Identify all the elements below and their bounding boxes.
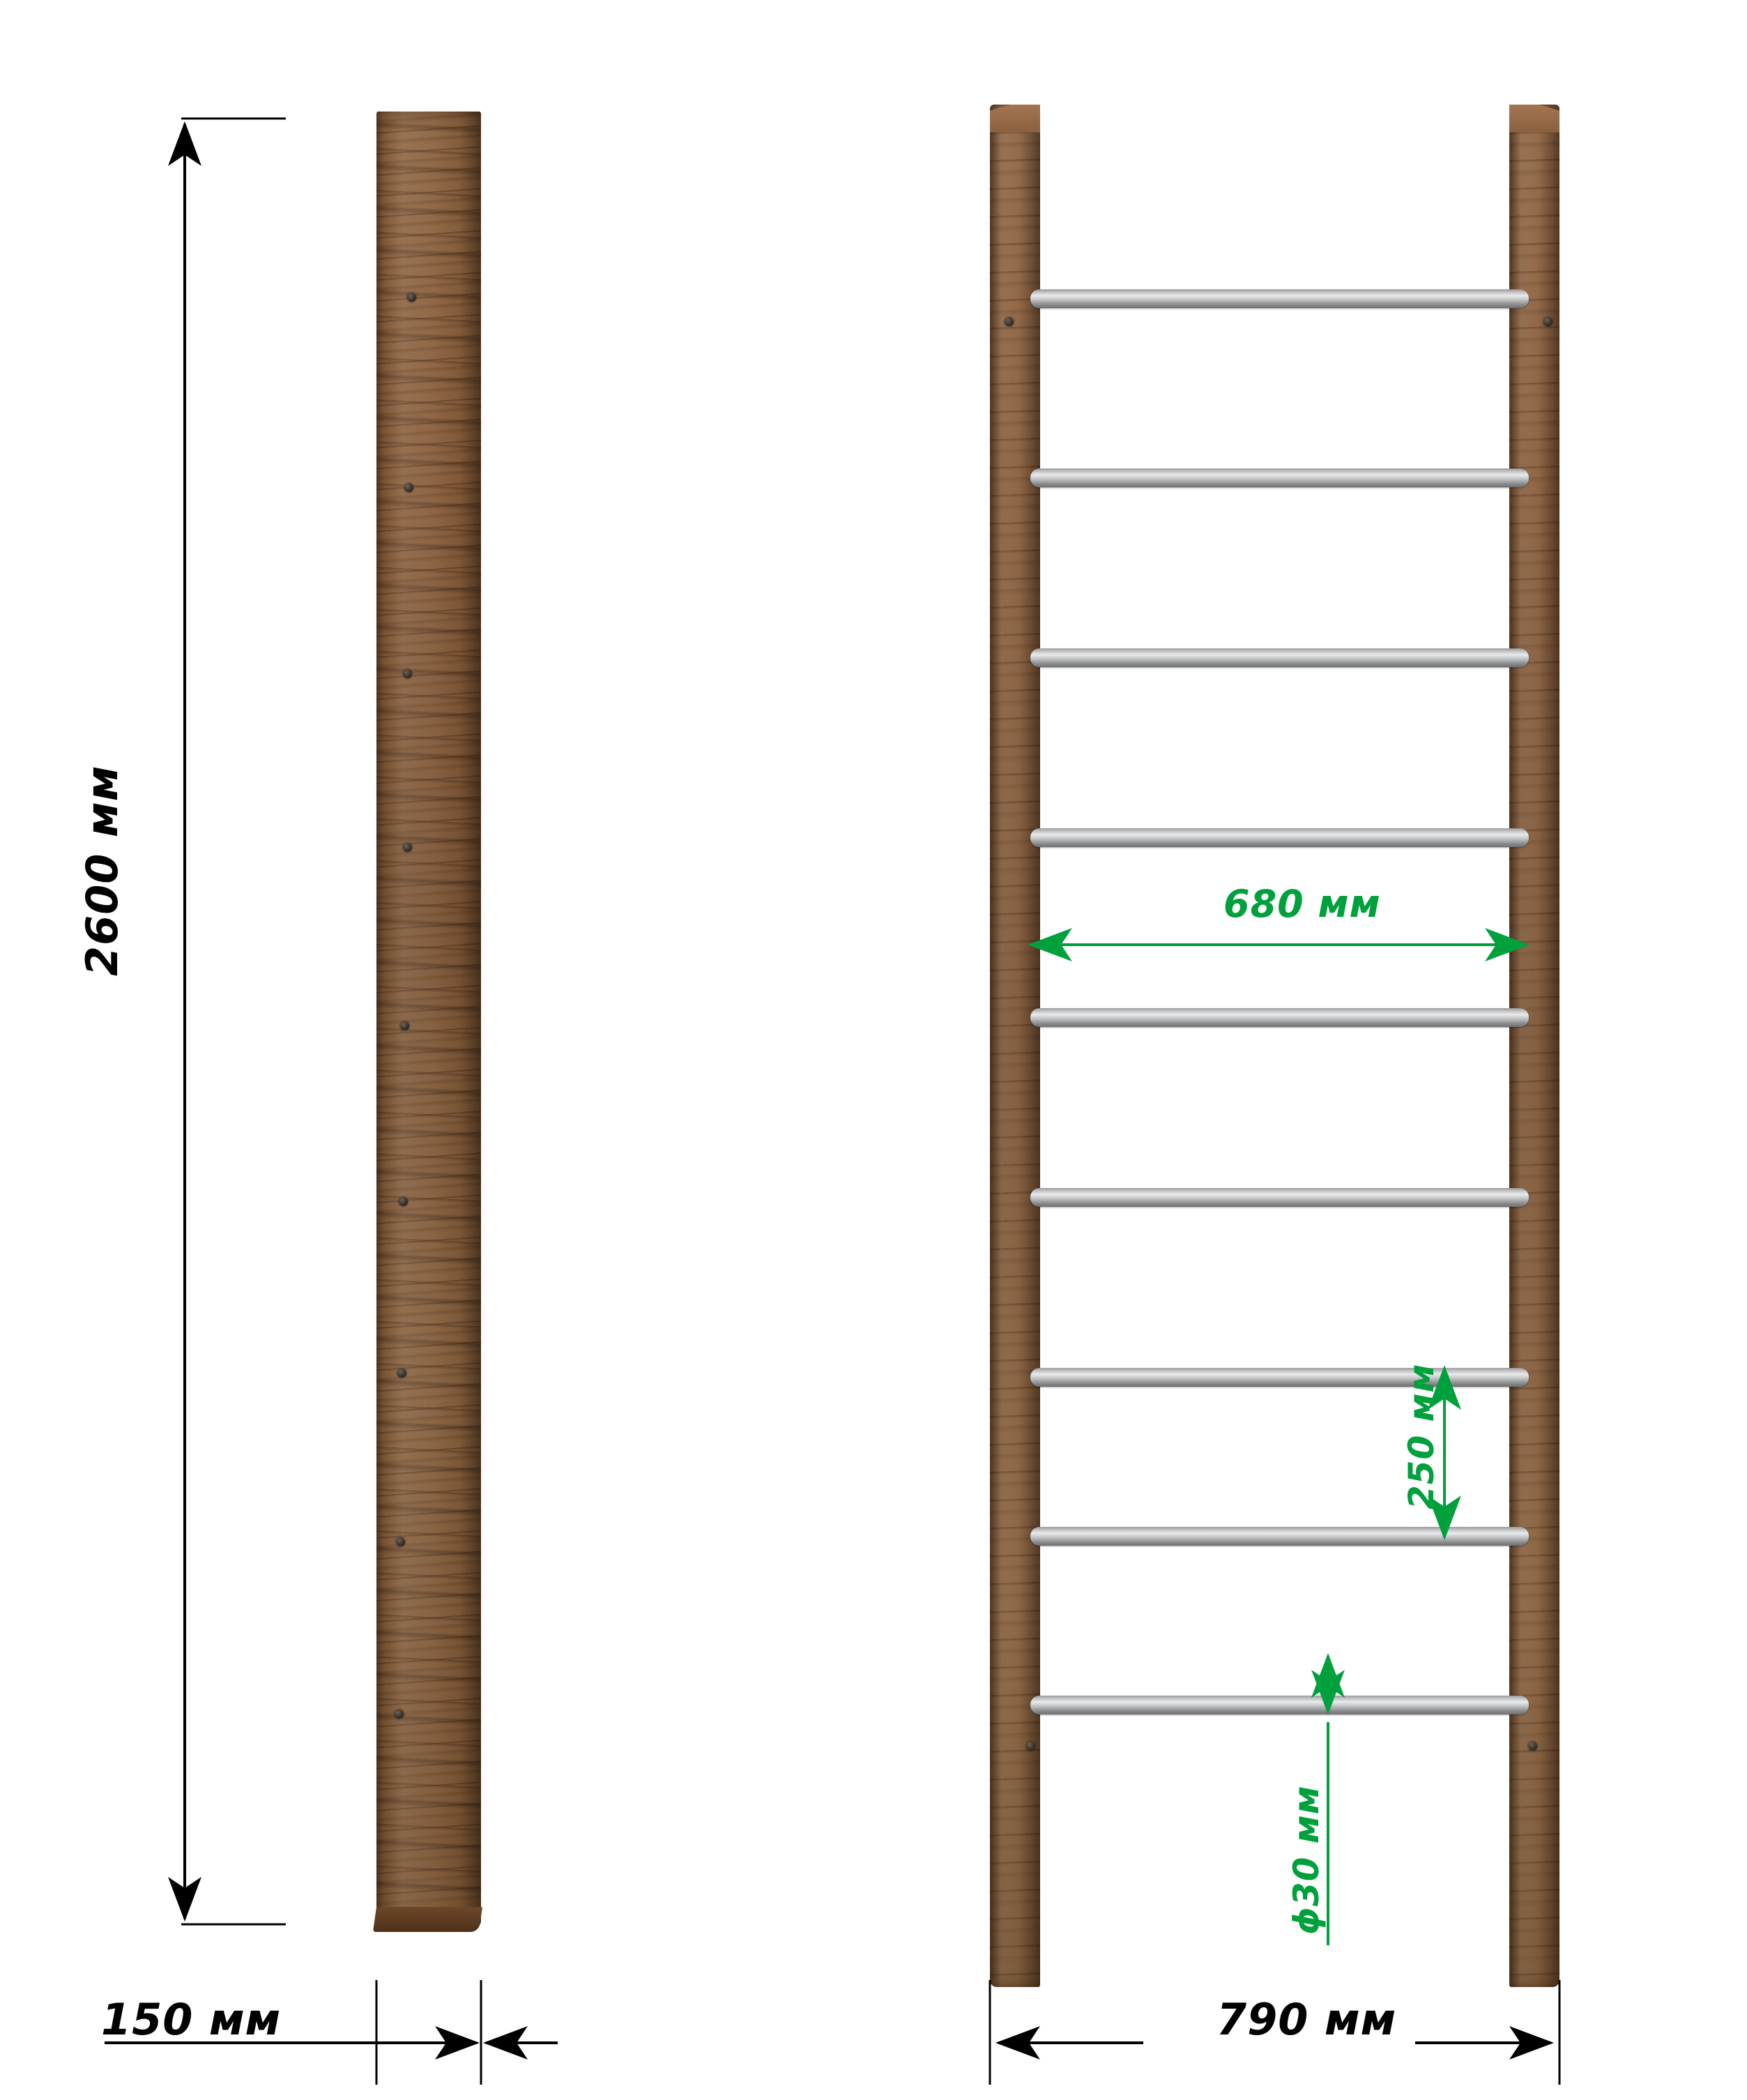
right-rail-top-bevel (1509, 105, 1559, 132)
rung (1030, 828, 1529, 847)
depth-dimension-label: 150 мм (101, 1994, 282, 2045)
rung (1030, 469, 1529, 487)
rung (1030, 1188, 1529, 1207)
screw-icon (395, 1710, 404, 1719)
rung (1030, 1008, 1529, 1027)
side-view-post (376, 112, 481, 1928)
screw-icon (407, 293, 416, 302)
side-view-post-foot (373, 1907, 482, 1932)
screw-icon (396, 1537, 405, 1546)
rung-diameter-dimension-label: ϕ30 мм (1286, 1785, 1327, 1935)
rung (1030, 1696, 1529, 1714)
screw-icon (1528, 1742, 1537, 1751)
rung (1030, 1527, 1529, 1546)
screw-icon (404, 483, 413, 492)
screw-icon (403, 669, 412, 678)
left-rail-top-bevel (990, 105, 1040, 132)
height-dimension-label: 2600 мм (77, 765, 128, 976)
rung-length-dimension-label: 680 мм (1223, 882, 1381, 926)
rung-pitch-dimension-label: 250 мм (1401, 1363, 1442, 1509)
screw-icon (403, 843, 412, 852)
rung (1030, 648, 1529, 667)
screw-icon (399, 1197, 408, 1206)
rung (1030, 1368, 1529, 1387)
screw-icon (1026, 1742, 1035, 1751)
height-dimension-line (181, 119, 286, 1924)
rung (1030, 289, 1529, 308)
width-dimension-label: 790 мм (1216, 1994, 1397, 2045)
screw-icon (1543, 317, 1553, 326)
screw-icon (1005, 317, 1014, 326)
screw-icon (400, 1021, 409, 1030)
screw-icon (397, 1369, 406, 1378)
